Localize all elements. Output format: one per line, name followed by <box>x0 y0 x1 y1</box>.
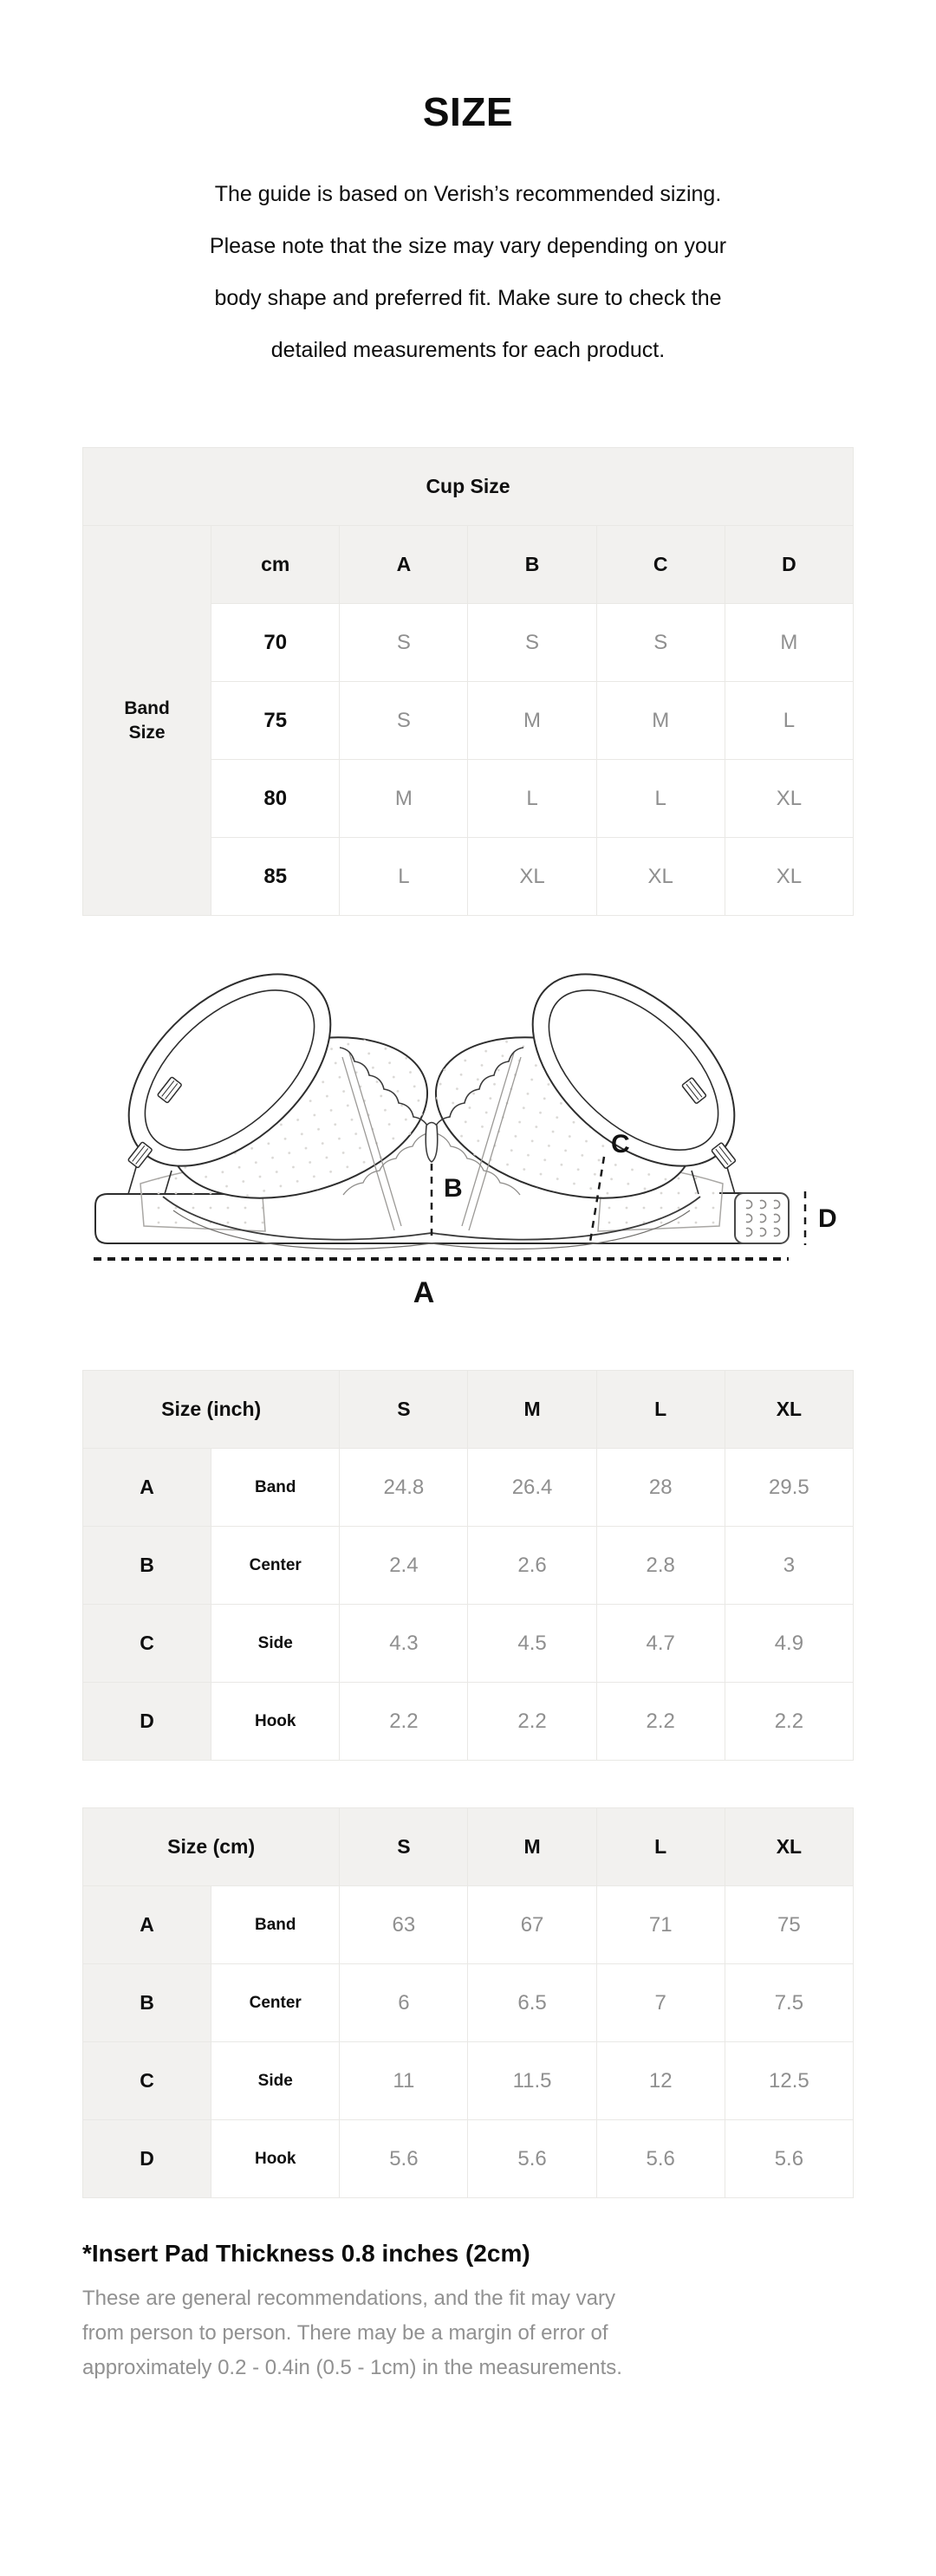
cell-value: M <box>725 604 853 682</box>
table-row <box>83 1683 854 1761</box>
diagram-label-b: B <box>444 1174 463 1203</box>
intro-line: Please note that the size may vary depending on your <box>209 234 727 258</box>
row-key: B <box>83 1527 211 1605</box>
table-row <box>83 1527 854 1605</box>
disclaimer-text <box>82 2281 854 2385</box>
column-header-cup-c: C <box>596 526 725 604</box>
row-key: C <box>83 2042 211 2120</box>
size-guide-section <box>82 88 854 916</box>
cell-value: S <box>468 604 596 682</box>
cell-value: 2.8 <box>596 1527 725 1605</box>
table-row <box>83 2120 854 2198</box>
cell-value: 4.3 <box>340 1605 468 1683</box>
table-row <box>83 1605 854 1683</box>
disclaimer-line: These are general recommendations, and the fit may vary <box>82 2287 615 2310</box>
column-header-cup-a: A <box>340 526 468 604</box>
cell-value: 5.6 <box>468 2120 596 2198</box>
table-row <box>83 1808 854 1886</box>
row-label: Center <box>211 1964 340 2042</box>
size-header-m: M <box>468 1808 596 1886</box>
size-header-xl: XL <box>725 1808 853 1886</box>
cell-value: 12.5 <box>725 2042 853 2120</box>
cup-size-table <box>82 447 854 916</box>
measurement-tables <box>82 1370 854 2385</box>
cell-value: 6 <box>340 1964 468 2042</box>
bra-measurement-diagram <box>52 940 884 1326</box>
cell-value: S <box>596 604 725 682</box>
band-value: 85 <box>211 838 340 916</box>
cell-value: 4.7 <box>596 1605 725 1683</box>
cell-value: 2.2 <box>340 1683 468 1761</box>
table-row <box>83 2042 854 2120</box>
cell-value: 5.6 <box>340 2120 468 2198</box>
row-key: A <box>83 1886 211 1964</box>
disclaimer-line: approximately 0.2 - 0.4in (0.5 - 1cm) in the measurements. <box>82 2356 622 2379</box>
cell-value: 12 <box>596 2042 725 2120</box>
band-value: 75 <box>211 682 340 760</box>
table-row <box>83 1964 854 2042</box>
cell-value: 6.5 <box>468 1964 596 2042</box>
row-label: Hook <box>211 2120 340 2198</box>
cell-value: 67 <box>468 1886 596 1964</box>
row-label: Side <box>211 1605 340 1683</box>
cell-value: M <box>340 760 468 838</box>
cell-value: L <box>340 838 468 916</box>
cell-value: 71 <box>596 1886 725 1964</box>
band-value: 70 <box>211 604 340 682</box>
page-title: SIZE <box>422 89 514 134</box>
column-header-cup-d: D <box>725 526 853 604</box>
center-gore <box>426 1123 438 1163</box>
disclaimer-line: from person to person. There may be a margin of error of <box>82 2321 608 2345</box>
table-row <box>83 1371 854 1449</box>
size-header-l: L <box>596 1808 725 1886</box>
cell-value: XL <box>725 838 853 916</box>
cell-value: 26.4 <box>468 1449 596 1527</box>
cell-value: 29.5 <box>725 1449 853 1527</box>
hook-eye-tab <box>735 1193 789 1243</box>
intro-line: The guide is based on Verish’s recommended sizing. <box>214 182 722 206</box>
cell-value: XL <box>725 760 853 838</box>
cell-value: 75 <box>725 1886 853 1964</box>
intro-text <box>82 168 854 376</box>
cell-value: S <box>340 682 468 760</box>
cell-value: 4.5 <box>468 1605 596 1683</box>
cell-value: 4.9 <box>725 1605 853 1683</box>
cell-value: M <box>468 682 596 760</box>
row-label: Band <box>211 1449 340 1527</box>
cell-value: 3 <box>725 1527 853 1605</box>
table-row <box>83 1449 854 1527</box>
band-size-header-line: Band <box>124 698 170 718</box>
cell-value: 63 <box>340 1886 468 1964</box>
diagram-label-c: C <box>611 1130 630 1158</box>
band-value: 80 <box>211 760 340 838</box>
cell-value: 28 <box>596 1449 725 1527</box>
intro-line: body shape and preferred fit. Make sure to check the <box>214 286 722 310</box>
row-label: Band <box>211 1886 340 1964</box>
cell-value: 5.6 <box>596 2120 725 2198</box>
band-size-header <box>83 526 211 916</box>
row-key: D <box>83 2120 211 2198</box>
table-row <box>83 1886 854 1964</box>
size-header-s: S <box>340 1808 468 1886</box>
table-row <box>83 448 854 526</box>
diagram-label-a: A <box>413 1276 435 1309</box>
row-key: C <box>83 1605 211 1683</box>
size-header-l: L <box>596 1371 725 1449</box>
cell-value: M <box>596 682 725 760</box>
inch-size-table <box>82 1370 854 1761</box>
cell-value: 2.6 <box>468 1527 596 1605</box>
cell-value: 11 <box>340 2042 468 2120</box>
row-key: D <box>83 1683 211 1761</box>
row-key: A <box>83 1449 211 1527</box>
band-size-header-line: Size <box>128 722 166 743</box>
cup-size-table-title: Cup Size <box>83 448 854 526</box>
insert-pad-note: *Insert Pad Thickness 0.8 inches (2cm) <box>82 2240 530 2267</box>
cell-value: 24.8 <box>340 1449 468 1527</box>
cell-value: 7 <box>596 1964 725 2042</box>
size-header-s: S <box>340 1371 468 1449</box>
column-header-cup-b: B <box>468 526 596 604</box>
size-header-m: M <box>468 1371 596 1449</box>
intro-line: detailed measurements for each product. <box>270 338 666 362</box>
cell-value: L <box>596 760 725 838</box>
row-label: Hook <box>211 1683 340 1761</box>
cell-value: 2.4 <box>340 1527 468 1605</box>
row-label: Center <box>211 1527 340 1605</box>
cm-table-title: Size (cm) <box>83 1808 340 1886</box>
cell-value: S <box>340 604 468 682</box>
inch-table-title: Size (inch) <box>83 1371 340 1449</box>
column-header-cm: cm <box>211 526 340 604</box>
cell-value: L <box>725 682 853 760</box>
row-label: Side <box>211 2042 340 2120</box>
cm-size-table <box>82 1807 854 2198</box>
size-header-xl: XL <box>725 1371 853 1449</box>
table-row <box>83 526 854 604</box>
cell-value: XL <box>468 838 596 916</box>
row-key: B <box>83 1964 211 2042</box>
diagram-label-d: D <box>818 1204 837 1233</box>
cell-value: L <box>468 760 596 838</box>
cell-value: XL <box>596 838 725 916</box>
cell-value: 7.5 <box>725 1964 853 2042</box>
cell-value: 5.6 <box>725 2120 853 2198</box>
cell-value: 2.2 <box>725 1683 853 1761</box>
bra-diagram-svg <box>52 940 884 1321</box>
cell-value: 11.5 <box>468 2042 596 2120</box>
cell-value: 2.2 <box>596 1683 725 1761</box>
cell-value: 2.2 <box>468 1683 596 1761</box>
